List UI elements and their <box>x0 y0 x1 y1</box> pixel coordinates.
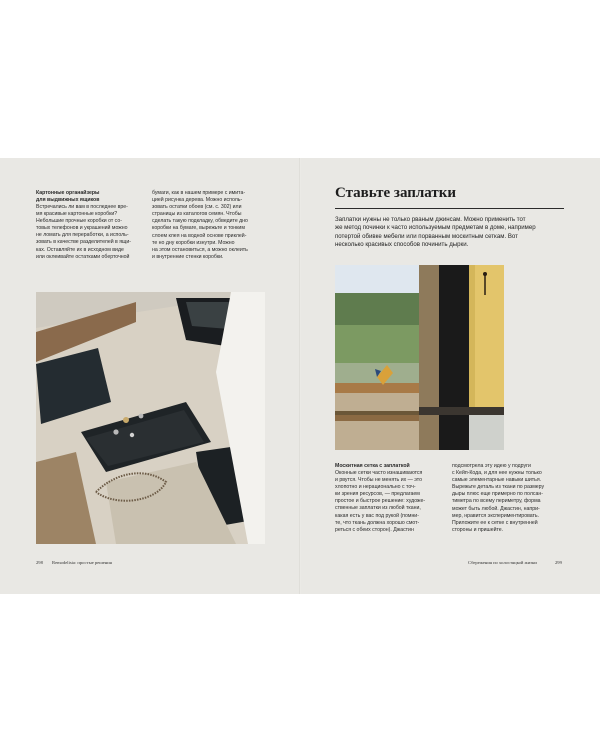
left-running-title: Remodelista: простые решения <box>52 560 112 565</box>
book-spread <box>0 158 600 594</box>
drawer-organizer-illustration <box>36 292 265 544</box>
right-page <box>300 158 600 594</box>
left-page <box>0 158 300 594</box>
subhead: Москитная сетка с заплаткой <box>335 463 410 469</box>
left-column-1-text: Встречались ли вам в последнее вре- мя красивые картонные коробки? Небольшие прочные коробки от со- товых телефонов и украшений можно не ломать для переработки, а исполь- зовать в качестве разделителей в ящи- ках. Оставляйте их в исходном виде или оклеивайте остатками оберточной <box>36 204 131 260</box>
left-column-2-text: бумаги, как в нашем примере с имита- цией рисунка дерева. Можно исполь- зовать остатки обоев (см. с. 302) или страницы из каталогов семян. Чтобы сделать такую подкладку, обведите дно коробки на бумаге, вырежьте и тонким слоем клея на водной основе приклей- те но дну коробки изнутри. Можно на этом остановиться, а можно оклеить и внутренние стенки коробки. <box>152 190 248 260</box>
left-page-number: 298 <box>36 560 43 565</box>
right-page-number: 299 <box>555 560 562 565</box>
right-column-1-text: Оконные сетки часто изнашиваются и рвутся. Чтобы не менять их — это хлопотно и нерационально с точ- ки зрения ресурсов, — предлагаем простое и быстрое решение: художе- ственные заплатки из любой ткани, какая есть у вас под рукой (помни- те, что ткань должна хорошо смот- реться с обеих сторон). Джастин <box>335 470 426 533</box>
drawer-organizer-photo <box>36 292 265 544</box>
intro-text: Заплатки нужны не только рваным джинсам. Можно применить тот же метод починки к часто используемым предметам в доме, например потертой обивке мебели или порванным москитным сеткам. Вот несколько красивых способов починить дырки. <box>335 216 536 249</box>
screen-patch-photo <box>335 265 504 450</box>
right-running-title: Сбережения по холостяцкой жизни <box>468 560 537 565</box>
section-heading: Ставьте заплатки <box>335 185 457 201</box>
heading-rule <box>335 208 564 209</box>
sidebar-title: Картонные органайзеры для выдвижных ящиков <box>36 190 100 204</box>
right-column-2-text: подсмотрела эту идею у подруги с Кейп-Кода, и для нее нужны только самые элементарные навыки шитья. Вырежьте деталь из ткани по размеру дыры плюс еще примерно по полсан- тиметра по всему периметру, форма может быть любой. Джастин, напри- мер, нравится экспериментировать. Приложите ее к сетке с внутренней стороны и пришейте. <box>452 463 545 533</box>
screen-patch-illustration <box>335 265 504 450</box>
